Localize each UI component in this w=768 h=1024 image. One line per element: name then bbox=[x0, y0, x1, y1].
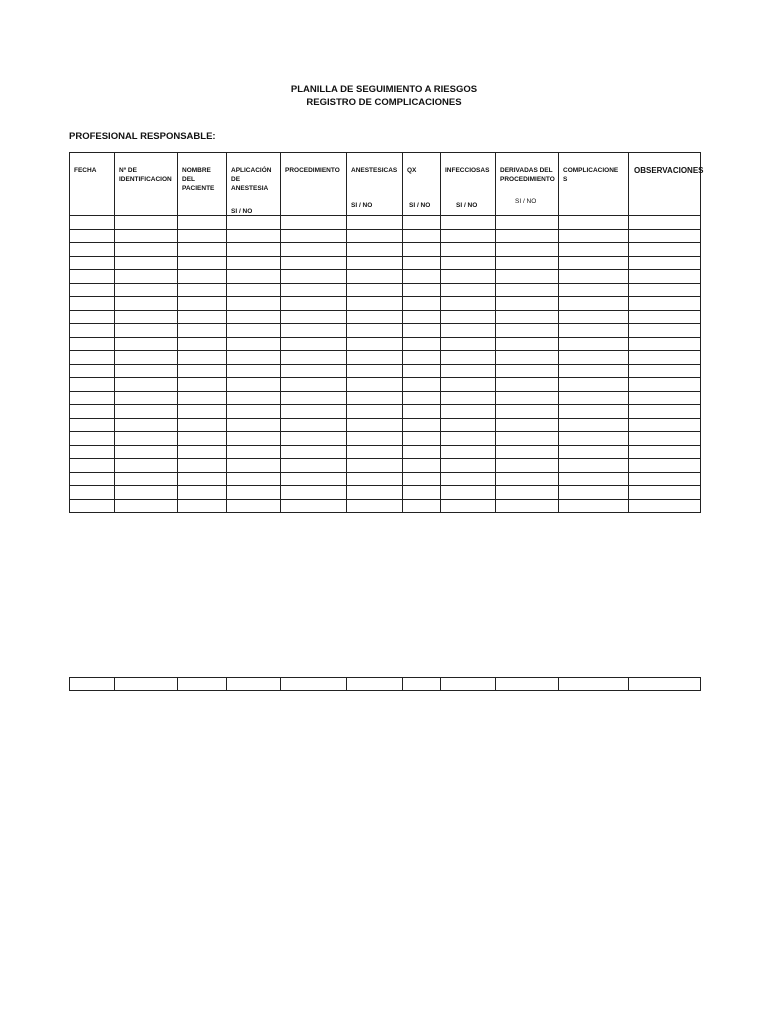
table-cell[interactable] bbox=[70, 432, 115, 446]
table-cell[interactable] bbox=[403, 499, 441, 513]
table-cell[interactable] bbox=[559, 472, 629, 486]
table-cell[interactable] bbox=[281, 337, 347, 351]
table-cell[interactable] bbox=[115, 678, 178, 691]
table-cell[interactable] bbox=[347, 445, 403, 459]
table-cell[interactable] bbox=[115, 418, 178, 432]
table-cell[interactable] bbox=[70, 297, 115, 311]
table-cell[interactable] bbox=[441, 297, 496, 311]
table-row[interactable] bbox=[70, 445, 701, 459]
table-cell[interactable] bbox=[629, 297, 701, 311]
header-complicaciones: COMPLICACIONE S bbox=[559, 153, 629, 216]
table-cell[interactable] bbox=[559, 486, 629, 500]
table-cell[interactable] bbox=[629, 229, 701, 243]
table-cell[interactable] bbox=[227, 391, 281, 405]
table-cell[interactable] bbox=[70, 418, 115, 432]
table-cell[interactable] bbox=[115, 283, 178, 297]
table-cell[interactable] bbox=[70, 216, 115, 230]
table-cell[interactable] bbox=[227, 283, 281, 297]
table-cell[interactable] bbox=[629, 270, 701, 284]
table-cell[interactable] bbox=[178, 297, 227, 311]
table-cell[interactable] bbox=[70, 445, 115, 459]
table-cell[interactable] bbox=[559, 337, 629, 351]
table-cell[interactable] bbox=[115, 351, 178, 365]
table-cell[interactable] bbox=[347, 378, 403, 392]
table-cell[interactable] bbox=[403, 459, 441, 473]
table-cell[interactable] bbox=[115, 337, 178, 351]
table-cell[interactable] bbox=[281, 351, 347, 365]
table-row[interactable] bbox=[70, 243, 701, 257]
header-derivadas: DERIVADAS DEL PROCEDIMIENTO SI / NO bbox=[496, 153, 559, 216]
table-cell[interactable] bbox=[559, 324, 629, 338]
table-row[interactable] bbox=[70, 351, 701, 365]
title-line-2: REGISTRO DE COMPLICACIONES bbox=[306, 97, 462, 108]
table-cell[interactable] bbox=[281, 256, 347, 270]
table-cell[interactable] bbox=[281, 283, 347, 297]
table-cell[interactable] bbox=[115, 445, 178, 459]
table-cell[interactable] bbox=[441, 678, 496, 691]
table-cell[interactable] bbox=[496, 472, 559, 486]
table-row[interactable] bbox=[70, 297, 701, 311]
table-cell[interactable] bbox=[347, 432, 403, 446]
header-infecciosas-sino: SI / NO bbox=[456, 202, 478, 209]
table-cell[interactable] bbox=[178, 445, 227, 459]
table-cell[interactable] bbox=[629, 405, 701, 419]
table-row[interactable] bbox=[70, 405, 701, 419]
table-cell[interactable] bbox=[347, 310, 403, 324]
table-cell[interactable] bbox=[227, 297, 281, 311]
table-cell[interactable] bbox=[403, 270, 441, 284]
table-cell[interactable] bbox=[559, 678, 629, 691]
table-cell[interactable] bbox=[347, 486, 403, 500]
header-anestesicas-sino: SI / NO bbox=[351, 202, 373, 209]
header-aplicacion-anestesia: APLICACIÓN DE ANESTESIA SI / NO bbox=[227, 153, 281, 216]
table-cell[interactable] bbox=[403, 418, 441, 432]
table-row[interactable] bbox=[70, 678, 701, 691]
table-cell[interactable] bbox=[115, 405, 178, 419]
table-cell[interactable] bbox=[115, 310, 178, 324]
table-cell[interactable] bbox=[347, 243, 403, 257]
header-procedimiento: PROCEDIMIENTO bbox=[281, 153, 347, 216]
table-cell[interactable] bbox=[496, 229, 559, 243]
table-cell[interactable] bbox=[281, 364, 347, 378]
table-cell[interactable] bbox=[281, 445, 347, 459]
table-cell[interactable] bbox=[441, 256, 496, 270]
table-cell[interactable] bbox=[629, 310, 701, 324]
table-cell[interactable] bbox=[441, 472, 496, 486]
table-cell[interactable] bbox=[115, 472, 178, 486]
table-cell[interactable] bbox=[227, 418, 281, 432]
table-cell[interactable] bbox=[70, 499, 115, 513]
table-cell[interactable] bbox=[281, 243, 347, 257]
table-cell[interactable] bbox=[559, 310, 629, 324]
table-cell[interactable] bbox=[178, 256, 227, 270]
table-row[interactable] bbox=[70, 364, 701, 378]
table-cell[interactable] bbox=[227, 499, 281, 513]
table-cell[interactable] bbox=[347, 364, 403, 378]
table-cell[interactable] bbox=[70, 270, 115, 284]
table-row[interactable] bbox=[70, 283, 701, 297]
table-cell[interactable] bbox=[403, 310, 441, 324]
header-aplicacion-sino: SI / NO bbox=[231, 208, 253, 215]
table-cell[interactable] bbox=[178, 499, 227, 513]
table-cell[interactable] bbox=[281, 216, 347, 230]
table-cell[interactable] bbox=[281, 378, 347, 392]
table-cell[interactable] bbox=[496, 337, 559, 351]
table-cell[interactable] bbox=[281, 459, 347, 473]
table-cell[interactable] bbox=[629, 351, 701, 365]
table-row[interactable] bbox=[70, 378, 701, 392]
header-anestesicas: ANESTESICAS SI / NO bbox=[347, 153, 403, 216]
table-cell[interactable] bbox=[629, 432, 701, 446]
table-cell[interactable] bbox=[403, 445, 441, 459]
table-cell[interactable] bbox=[115, 432, 178, 446]
table-cell[interactable] bbox=[178, 459, 227, 473]
header-qx-sino: SI / NO bbox=[409, 202, 431, 209]
table-cell[interactable] bbox=[441, 310, 496, 324]
table-cell[interactable] bbox=[441, 337, 496, 351]
table-cell[interactable] bbox=[347, 472, 403, 486]
table-cell[interactable] bbox=[559, 418, 629, 432]
table-cell[interactable] bbox=[115, 229, 178, 243]
table-cell[interactable] bbox=[178, 283, 227, 297]
table-cell[interactable] bbox=[178, 243, 227, 257]
table-row[interactable] bbox=[70, 459, 701, 473]
table-cell[interactable] bbox=[496, 486, 559, 500]
table-cell[interactable] bbox=[281, 499, 347, 513]
header-derivadas-sino: SI / NO bbox=[515, 198, 537, 205]
table-cell[interactable] bbox=[559, 256, 629, 270]
header-nombre-paciente: NOMBRE DEL PACIENTE bbox=[178, 153, 227, 216]
table-cell[interactable] bbox=[227, 459, 281, 473]
table-cell[interactable] bbox=[227, 256, 281, 270]
table-row[interactable] bbox=[70, 229, 701, 243]
table-cell[interactable] bbox=[178, 432, 227, 446]
table-cell[interactable] bbox=[178, 364, 227, 378]
table-cell[interactable] bbox=[227, 216, 281, 230]
table-cell[interactable] bbox=[281, 678, 347, 691]
table-cell[interactable] bbox=[403, 283, 441, 297]
table-cell[interactable] bbox=[403, 432, 441, 446]
table-cell[interactable] bbox=[496, 324, 559, 338]
table-row[interactable] bbox=[70, 337, 701, 351]
table-cell[interactable] bbox=[441, 216, 496, 230]
table-cell[interactable] bbox=[115, 378, 178, 392]
table-cell[interactable] bbox=[629, 337, 701, 351]
table-cell[interactable] bbox=[629, 678, 701, 691]
table-cell[interactable] bbox=[496, 243, 559, 257]
table-cell[interactable] bbox=[441, 364, 496, 378]
table-cell[interactable] bbox=[115, 256, 178, 270]
table-cell[interactable] bbox=[227, 270, 281, 284]
table-cell[interactable] bbox=[496, 391, 559, 405]
table-cell[interactable] bbox=[227, 678, 281, 691]
table-cell[interactable] bbox=[403, 391, 441, 405]
table-cell[interactable] bbox=[441, 351, 496, 365]
table-cell[interactable] bbox=[347, 405, 403, 419]
table-row[interactable] bbox=[70, 391, 701, 405]
table-cell[interactable] bbox=[178, 337, 227, 351]
table-row[interactable] bbox=[70, 216, 701, 230]
table-cell[interactable] bbox=[70, 678, 115, 691]
continuation-table bbox=[69, 677, 701, 691]
table-cell[interactable] bbox=[281, 229, 347, 243]
table-cell[interactable] bbox=[115, 499, 178, 513]
table-cell[interactable] bbox=[178, 310, 227, 324]
table-cell[interactable] bbox=[629, 445, 701, 459]
header-row bbox=[70, 153, 701, 216]
table-cell[interactable] bbox=[559, 283, 629, 297]
table-cell[interactable] bbox=[178, 351, 227, 365]
table-cell[interactable] bbox=[559, 351, 629, 365]
table-cell[interactable] bbox=[629, 459, 701, 473]
table-cell[interactable] bbox=[70, 283, 115, 297]
table-cell[interactable] bbox=[115, 459, 178, 473]
table-cell[interactable] bbox=[403, 229, 441, 243]
table-cell[interactable] bbox=[403, 678, 441, 691]
table-cell[interactable] bbox=[70, 459, 115, 473]
table-cell[interactable] bbox=[403, 216, 441, 230]
table-cell[interactable] bbox=[115, 243, 178, 257]
table-cell[interactable] bbox=[559, 364, 629, 378]
table-cell[interactable] bbox=[227, 486, 281, 500]
table-cell[interactable] bbox=[629, 364, 701, 378]
header-fecha: FECHA bbox=[70, 153, 115, 216]
table-cell[interactable] bbox=[496, 405, 559, 419]
table-cell[interactable] bbox=[629, 378, 701, 392]
table-cell[interactable] bbox=[227, 243, 281, 257]
table-cell[interactable] bbox=[559, 405, 629, 419]
table-cell[interactable] bbox=[496, 256, 559, 270]
table-cell[interactable] bbox=[227, 229, 281, 243]
table-row[interactable] bbox=[70, 432, 701, 446]
table-cell[interactable] bbox=[347, 418, 403, 432]
table-cell[interactable] bbox=[441, 324, 496, 338]
table-cell[interactable] bbox=[281, 391, 347, 405]
table-cell[interactable] bbox=[281, 432, 347, 446]
table-cell[interactable] bbox=[629, 324, 701, 338]
table-row[interactable] bbox=[70, 418, 701, 432]
table-cell[interactable] bbox=[496, 270, 559, 284]
table-cell[interactable] bbox=[403, 405, 441, 419]
table-cell[interactable] bbox=[496, 364, 559, 378]
table-cell[interactable] bbox=[441, 432, 496, 446]
table-cell[interactable] bbox=[441, 405, 496, 419]
table-cell[interactable] bbox=[347, 270, 403, 284]
table-cell[interactable] bbox=[496, 351, 559, 365]
table-cell[interactable] bbox=[227, 405, 281, 419]
table-cell[interactable] bbox=[403, 472, 441, 486]
table-cell[interactable] bbox=[347, 324, 403, 338]
table-cell[interactable] bbox=[115, 391, 178, 405]
profesional-responsable-label: PROFESIONAL RESPONSABLE: bbox=[69, 131, 216, 142]
table-cell[interactable] bbox=[559, 391, 629, 405]
table-cell[interactable] bbox=[496, 283, 559, 297]
table-cell[interactable] bbox=[115, 270, 178, 284]
table-cell[interactable] bbox=[496, 378, 559, 392]
table-cell[interactable] bbox=[347, 256, 403, 270]
header-observaciones: OBSERVACIONES bbox=[629, 153, 701, 216]
table-cell[interactable] bbox=[496, 445, 559, 459]
table-cell[interactable] bbox=[281, 324, 347, 338]
table-cell[interactable] bbox=[227, 432, 281, 446]
table-cell[interactable] bbox=[178, 405, 227, 419]
table-cell[interactable] bbox=[70, 310, 115, 324]
table-cell[interactable] bbox=[441, 378, 496, 392]
table-cell[interactable] bbox=[403, 297, 441, 311]
table-cell[interactable] bbox=[629, 391, 701, 405]
table-cell[interactable] bbox=[559, 270, 629, 284]
table-cell[interactable] bbox=[496, 310, 559, 324]
table-row[interactable] bbox=[70, 256, 701, 270]
table-cell[interactable] bbox=[496, 432, 559, 446]
table-cell[interactable] bbox=[70, 351, 115, 365]
table-cell[interactable] bbox=[281, 418, 347, 432]
table-cell[interactable] bbox=[178, 324, 227, 338]
table-row[interactable] bbox=[70, 486, 701, 500]
table-cell[interactable] bbox=[178, 678, 227, 691]
table-cell[interactable] bbox=[403, 324, 441, 338]
table-cell[interactable] bbox=[347, 229, 403, 243]
title-line-1: PLANILLA DE SEGUIMIENTO A RIESGOS bbox=[290, 84, 478, 95]
table-cell[interactable] bbox=[629, 243, 701, 257]
table-cell[interactable] bbox=[227, 310, 281, 324]
table-cell[interactable] bbox=[227, 324, 281, 338]
table-cell[interactable] bbox=[347, 216, 403, 230]
table-cell[interactable] bbox=[403, 378, 441, 392]
table-cell[interactable] bbox=[403, 243, 441, 257]
table-cell[interactable] bbox=[441, 243, 496, 257]
table-cell[interactable] bbox=[115, 297, 178, 311]
table-cell[interactable] bbox=[347, 678, 403, 691]
table-cell[interactable] bbox=[70, 256, 115, 270]
table-cell[interactable] bbox=[347, 297, 403, 311]
table-cell[interactable] bbox=[559, 459, 629, 473]
table-cell[interactable] bbox=[629, 256, 701, 270]
table-cell[interactable] bbox=[441, 283, 496, 297]
table-row[interactable] bbox=[70, 499, 701, 513]
table-cell[interactable] bbox=[496, 297, 559, 311]
table-cell[interactable] bbox=[403, 351, 441, 365]
table-cell[interactable] bbox=[70, 229, 115, 243]
table-cell[interactable] bbox=[281, 486, 347, 500]
table-cell[interactable] bbox=[178, 418, 227, 432]
table-cell[interactable] bbox=[347, 391, 403, 405]
table-cell[interactable] bbox=[178, 472, 227, 486]
table-cell[interactable] bbox=[227, 351, 281, 365]
table-cell[interactable] bbox=[281, 270, 347, 284]
table-cell[interactable] bbox=[178, 378, 227, 392]
table-cell[interactable] bbox=[629, 418, 701, 432]
table-cell[interactable] bbox=[281, 472, 347, 486]
table-cell[interactable] bbox=[496, 678, 559, 691]
table-cell[interactable] bbox=[347, 351, 403, 365]
table-cell[interactable] bbox=[496, 418, 559, 432]
header-qx: QX SI / NO bbox=[403, 153, 441, 216]
table-cell[interactable] bbox=[70, 364, 115, 378]
table-cell[interactable] bbox=[227, 378, 281, 392]
table-cell[interactable] bbox=[441, 445, 496, 459]
table-cell[interactable] bbox=[115, 216, 178, 230]
table-cell[interactable] bbox=[70, 337, 115, 351]
table-row[interactable] bbox=[70, 472, 701, 486]
table-cell[interactable] bbox=[441, 486, 496, 500]
table-cell[interactable] bbox=[629, 216, 701, 230]
table-cell[interactable] bbox=[227, 472, 281, 486]
table-cell[interactable] bbox=[115, 486, 178, 500]
table-cell[interactable] bbox=[441, 391, 496, 405]
table-cell[interactable] bbox=[115, 364, 178, 378]
table-cell[interactable] bbox=[441, 418, 496, 432]
table-cell[interactable] bbox=[496, 499, 559, 513]
table-cell[interactable] bbox=[227, 445, 281, 459]
table-cell[interactable] bbox=[403, 256, 441, 270]
table-cell[interactable] bbox=[629, 486, 701, 500]
table-cell[interactable] bbox=[227, 337, 281, 351]
table-cell[interactable] bbox=[629, 472, 701, 486]
table-cell[interactable] bbox=[441, 229, 496, 243]
table-cell[interactable] bbox=[70, 243, 115, 257]
document-title bbox=[0, 83, 768, 109]
table-cell[interactable] bbox=[441, 499, 496, 513]
table-cell[interactable] bbox=[227, 364, 281, 378]
table-cell[interactable] bbox=[347, 499, 403, 513]
table-cell[interactable] bbox=[559, 243, 629, 257]
table-cell[interactable] bbox=[70, 405, 115, 419]
table-cell[interactable] bbox=[281, 297, 347, 311]
table-cell[interactable] bbox=[70, 472, 115, 486]
table-row[interactable] bbox=[70, 310, 701, 324]
table-cell[interactable] bbox=[403, 337, 441, 351]
table-cell[interactable] bbox=[178, 229, 227, 243]
table-cell[interactable] bbox=[496, 459, 559, 473]
table-cell[interactable] bbox=[559, 229, 629, 243]
table-cell[interactable] bbox=[281, 405, 347, 419]
table-cell[interactable] bbox=[559, 499, 629, 513]
table-cell[interactable] bbox=[70, 391, 115, 405]
table-cell[interactable] bbox=[178, 216, 227, 230]
table-cell[interactable] bbox=[70, 324, 115, 338]
table-cell[interactable] bbox=[178, 486, 227, 500]
table-cell[interactable] bbox=[559, 445, 629, 459]
table-cell[interactable] bbox=[347, 283, 403, 297]
table-cell[interactable] bbox=[403, 486, 441, 500]
table-cell[interactable] bbox=[178, 270, 227, 284]
table-cell[interactable] bbox=[559, 378, 629, 392]
table-cell[interactable] bbox=[629, 283, 701, 297]
table-cell[interactable] bbox=[629, 499, 701, 513]
table-cell[interactable] bbox=[441, 459, 496, 473]
table-row[interactable] bbox=[70, 324, 701, 338]
table-cell[interactable] bbox=[496, 216, 559, 230]
table-cell[interactable] bbox=[70, 378, 115, 392]
registro-table bbox=[69, 152, 704, 513]
header-infecciosas: INFECCIOSAS SI / NO bbox=[441, 153, 496, 216]
table-cell[interactable] bbox=[70, 486, 115, 500]
table-cell[interactable] bbox=[281, 310, 347, 324]
table-cell[interactable] bbox=[178, 391, 227, 405]
table-cell[interactable] bbox=[347, 337, 403, 351]
table-cell[interactable] bbox=[441, 270, 496, 284]
header-identificacion: Nº DE IDENTIFICACION bbox=[115, 153, 178, 216]
table-cell[interactable] bbox=[115, 324, 178, 338]
table-cell[interactable] bbox=[347, 459, 403, 473]
table-cell[interactable] bbox=[559, 297, 629, 311]
table-cell[interactable] bbox=[559, 216, 629, 230]
table-row[interactable] bbox=[70, 270, 701, 284]
table-cell[interactable] bbox=[559, 432, 629, 446]
table-cell[interactable] bbox=[403, 364, 441, 378]
